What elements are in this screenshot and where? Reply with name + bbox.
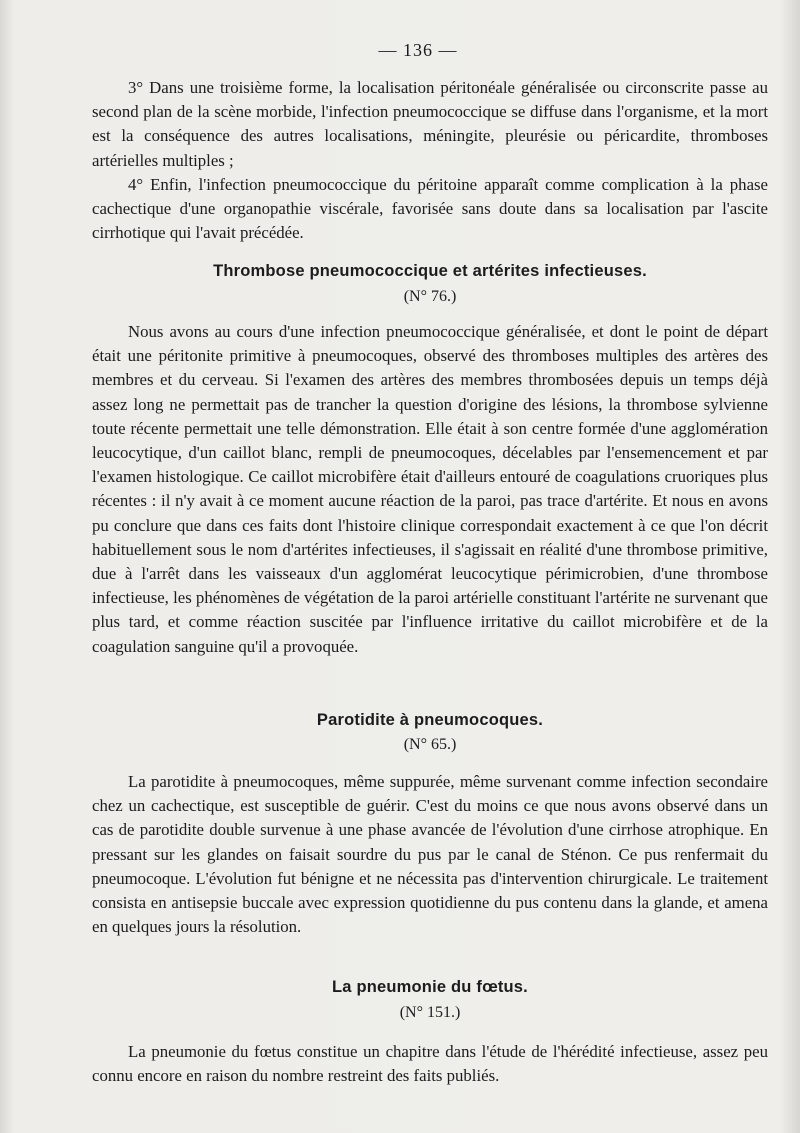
- section-ref-pneumonie: (N° 151.): [399, 1004, 461, 1021]
- intro-section: [92, 76, 768, 245]
- section-body-pneumonie: [92, 1040, 768, 1088]
- intro-paragraph-3: 3° Dans une troisième forme, la localisation péritonéale généralisée ou circonscrite passe au second plan de la scène morbide, l'infection pneumococcique se diffuse dans l'organisme, et la mort est la conséquence des autres localisations, méningite, pleurésie ou péricardite, thromboses artérielles multiples ;: [92, 78, 768, 170]
- section-ref-thrombose: (N° 76.): [403, 288, 457, 305]
- intro-paragraph-4: 4° Enfin, l'infection pneumococcique du péritoine apparaît comme complication à la phase cachectique d'une organopathie viscérale, favorisée sans doute dans sa localisation par l'ascite cirrhotique qui l'avait précédée.: [92, 174, 768, 243]
- page-number: — 136 —: [378, 40, 458, 60]
- paragraph-pneumonie: La pneumonie du fœtus constitue un chapitre dans l'étude de l'hérédité infectieuse, assez peu connu encore en raison du nombre restreint des faits publiés.: [92, 1042, 768, 1086]
- section-body-parotidite: [92, 770, 768, 939]
- section-body-thrombose: [92, 320, 768, 659]
- section-title-pneumonie: La pneumonie du fœtus.: [332, 978, 528, 996]
- paragraph-thrombose: Nous avons au cours d'une infection pneumococcique généralisée, et dont le point de départ était une péritonite primitive à pneumocoques, observé des thromboses multiples des artères des membres et du cerveau. Si l'examen des artères des membres thrombosées depuis un temps déjà assez long ne permettait pas de trancher la question d'origine des lésions, la thrombose sylvienne toute récente permettait une telle démonstration. Elle était à son centre formée d'une agglomération leucocytique, d'un caillot blanc, rempli de pneumocoques, décelables par l'ensemencement et par l'examen histologique. Ce caillot microbifère était d'ailleurs entouré de coagulations cruoriques plus récentes : il n'y avait à ce moment aucune réaction de la paroi, pas trace d'artérite. Et nous en avons pu conclure que dans ces faits dont l'histoire clinique correspondait exactement à ce que l'on décrit habituellement sous le nom d'artérites infectieuses, il s'agissait en réalité d'une thrombose primitive, due à l'arrêt dans les vaisseaux d'un agglomérat leucocytique périmicrobien, d'une thrombose infectieuse, les phénomènes de végétation de la paroi artérielle constituant l'artérite ne survenant que plus tard, et comme réaction suscitée par l'influence irritative du caillot microbifère et de la coagulation sanguine qu'il a provoquée.: [92, 322, 768, 656]
- paragraph-parotidite: La parotidite à pneumocoques, même suppurée, même survenant comme infection secondaire chez un cachectique, est susceptible de guérir. C'est du moins ce que nous avons observé dans un cas de parotidite double survenue à une phase avancée de l'évolution d'une cirrhose atrophique. En pressant sur les glandes on faisait sourdre du pus par le canal de Sténon. Ce pus renfermait du pneumocoque. L'évolution fut bénigne et ne nécessita pas d'intervention chirurgicale. Le traitement consista en antisepsie buccale avec expression quotidienne du pus contenu dans la glande, et amena en quelques jours la résolution.: [92, 772, 768, 937]
- section-ref-parotidite: (N° 65.): [403, 736, 457, 753]
- section-title-parotidite: Parotidite à pneumocoques.: [316, 711, 544, 729]
- section-title-thrombose: Thrombose pneumococcique et artérites infectieuses.: [213, 262, 647, 280]
